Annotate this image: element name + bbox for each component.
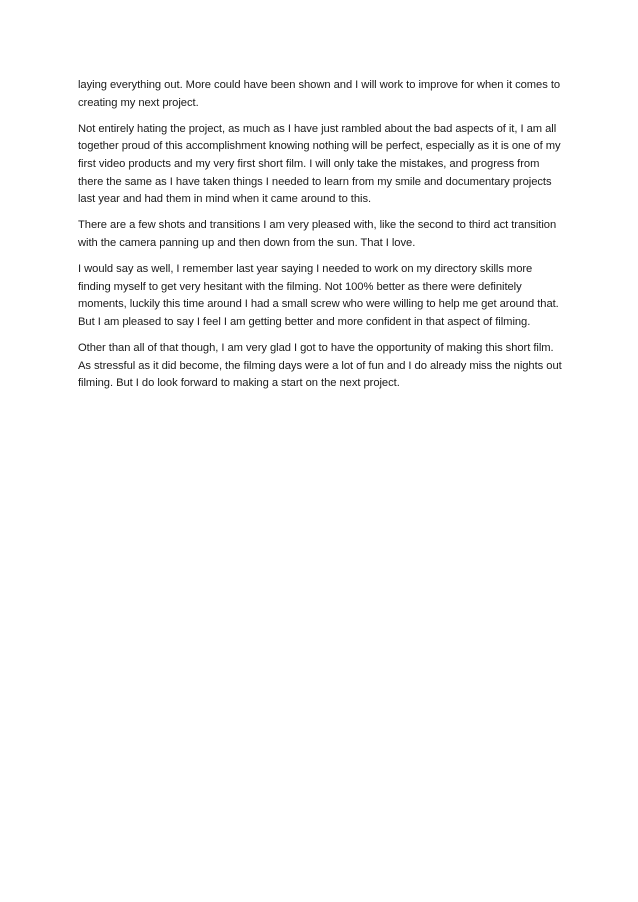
paragraph-4: I would say as well, I remember last year saying I needed to work on my directory skills more finding myself to get very hesitant with the filming. Not 100% better as there were definitely moments, luckily this time around I had a small screw who were willing to help me get around that. But I am pleased to say I feel I am getting better and more confident in that aspect of filming.: [78, 263, 559, 328]
paragraph-2: Not entirely hating the project, as much as I have just rambled about the bad aspects of it, I am all together proud of this accomplishment knowing nothing will be perfect, especially as it is one of my first video products and my very first short film. I will only take the mistakes, and progress from there the same as I have taken things I needed to learn from my smile and documentary projects last year and had them in mind when it came around to this.: [78, 122, 561, 206]
paragraph-1: laying everything out. More could have been shown and I will work to improve for when it comes to creating my next project.: [78, 79, 561, 109]
paragraph-5: Other than all of that though, I am very glad I got to have the opportunity of making this short film. As stressful as it did become, the filming days were a lot of fun and I do already miss the nights out filming. But I do look forward to making a start on the next project.: [78, 342, 562, 390]
paragraph-3: There are a few shots and transitions I am very pleased with, like the second to third act transition with the camera panning up and then down from the sun. That I love.: [78, 219, 557, 249]
document-body: [78, 77, 566, 401]
